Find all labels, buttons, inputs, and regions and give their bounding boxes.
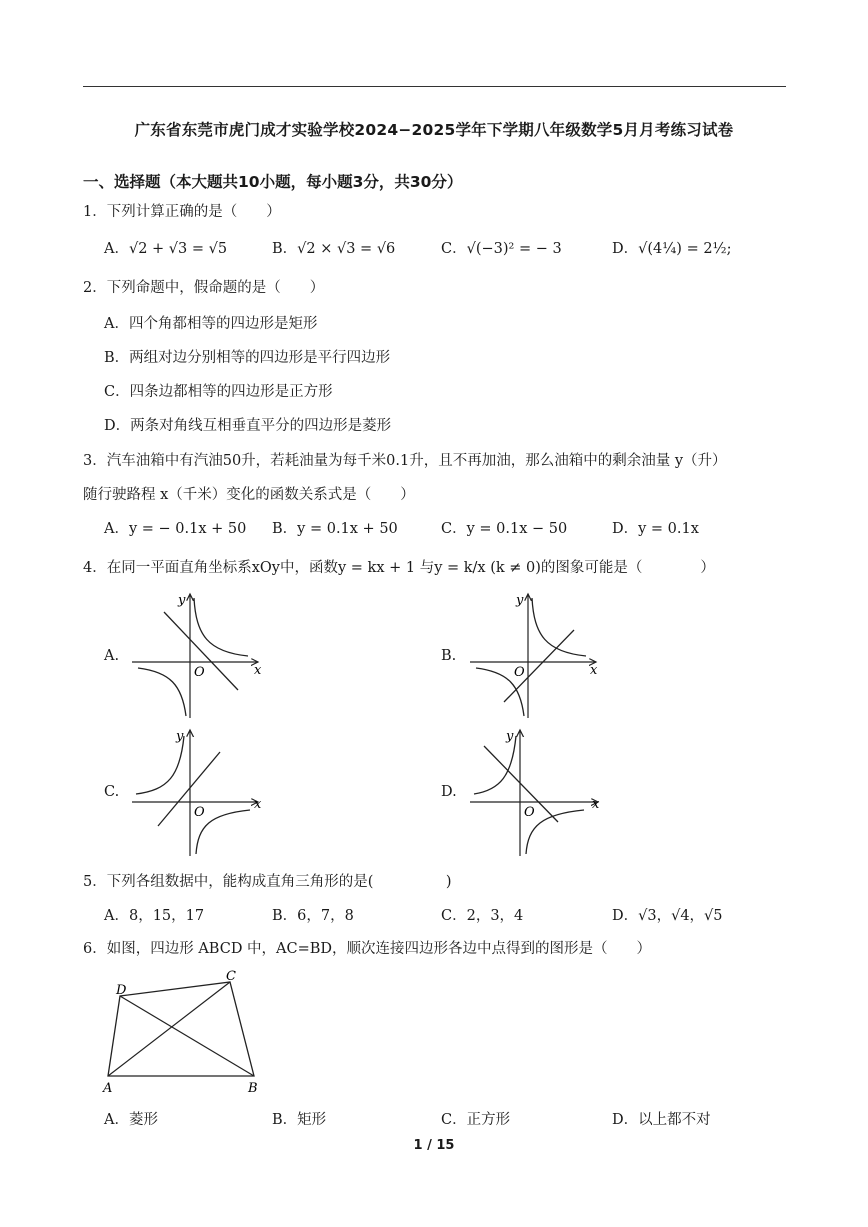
question-6-stem: 6．如图，四边形 ABCD 中，AC=BD，顺次连接四边形各边中点得到的图形是（ ） xyxy=(83,941,652,957)
linear-graph xyxy=(158,752,220,826)
q3-option-c: C．y = 0.1x − 50 xyxy=(441,521,568,537)
q2-option-c: C．四条边都相等的四边形是正方形 xyxy=(104,384,333,400)
x-axis-label: x xyxy=(254,663,262,678)
q2-option-a: A．四个角都相等的四边形是矩形 xyxy=(104,316,318,332)
q4-graph-d xyxy=(466,726,606,858)
question-2-stem: 2．下列命题中，假命题的是（ ） xyxy=(83,280,325,296)
q5-option-b: B．6，7，8 xyxy=(272,908,354,924)
q4-option-a-label: A. xyxy=(104,648,120,664)
q4-graph-c xyxy=(128,726,268,858)
y-axis-label: y xyxy=(506,729,514,744)
hyperbola-branch-1 xyxy=(194,598,248,656)
q4-graph-b xyxy=(466,590,606,720)
x-axis-label: x xyxy=(592,797,600,812)
vertex-a-label: A xyxy=(103,1081,113,1096)
origin-label: O xyxy=(194,665,205,680)
question-3-stem-line2: 随行驶路程 x（千米）变化的函数关系式是（ ） xyxy=(83,487,415,503)
origin-label: O xyxy=(514,665,525,680)
question-1-stem: 1．下列计算正确的是（ ） xyxy=(83,204,281,220)
q6-quadrilateral-figure xyxy=(96,964,276,1096)
q3-option-b: B．y = 0.1x + 50 xyxy=(272,521,398,537)
q2-option-d: D．两条对角线互相垂直平分的四边形是菱形 xyxy=(104,418,392,434)
x-axis-label: x xyxy=(590,663,598,678)
q3-option-a: A．y = − 0.1x + 50 xyxy=(104,521,247,537)
linear-graph xyxy=(484,746,558,822)
q5-option-d: D．√3，√4，√5 xyxy=(612,908,723,924)
section-heading: 一、选择题（本大题共10小题，每小题3分，共30分） xyxy=(83,173,463,191)
q6-option-a: A．菱形 xyxy=(104,1112,158,1128)
question-4-stem: 4．在同一平面直角坐标系xOy中，函数y = kx + 1 与y = k/x (k ≠ 0)的图象可能是（ ） xyxy=(83,560,715,576)
q1-option-b: B．√2 × √3 = √6 xyxy=(272,241,396,257)
hyperbola-branch-1 xyxy=(136,736,184,794)
q4-option-b-label: B. xyxy=(441,648,457,664)
header-rule xyxy=(83,86,786,87)
hyperbola-branch-2 xyxy=(138,668,186,716)
y-axis-label: y xyxy=(516,593,524,608)
page-title: 广东省东莞市虎门成才实验学校2024−2025学年下学期八年级数学5月月考练习试卷 xyxy=(134,121,734,139)
origin-label: O xyxy=(524,805,535,820)
q6-option-b: B．矩形 xyxy=(272,1112,327,1128)
hyperbola-branch-1 xyxy=(474,736,516,794)
q4-graph-a xyxy=(128,590,268,720)
origin-label: O xyxy=(194,805,205,820)
q6-option-c: C．正方形 xyxy=(441,1112,511,1128)
diagonal-bd xyxy=(120,996,254,1076)
q5-option-c: C．2，3，4 xyxy=(441,908,524,924)
q1-option-c: C．√(−3)² = − 3 xyxy=(441,241,562,257)
hyperbola-branch-2 xyxy=(526,810,584,854)
q4-option-c-label: C. xyxy=(104,784,120,800)
q1-option-a: A．√2 + √3 = √5 xyxy=(104,241,228,257)
q5-option-a: A．8，15，17 xyxy=(104,908,205,924)
y-axis-label: y xyxy=(178,593,186,608)
q3-option-d: D．y = 0.1x xyxy=(612,521,699,537)
quadrilateral-abcd xyxy=(108,982,254,1076)
q6-option-d: D．以上都不对 xyxy=(612,1112,711,1128)
q2-option-b: B．两组对边分别相等的四边形是平行四边形 xyxy=(104,350,391,366)
q4-option-d-label: D. xyxy=(441,784,457,800)
question-5-stem: 5．下列各组数据中，能构成直角三角形的是( ) xyxy=(83,874,452,890)
vertex-b-label: B xyxy=(248,1081,258,1096)
vertex-d-label: D xyxy=(116,983,127,998)
x-axis-label: x xyxy=(254,797,262,812)
question-3-stem-line1: 3．汽车油箱中有汽油50升，若耗油量为每千米0.1升，且不再加油，那么油箱中的剩余油量 y（升） xyxy=(83,453,727,469)
page-number: 1 / 15 xyxy=(413,1138,455,1153)
q1-option-d: D．√(4¼) = 2½; xyxy=(612,241,732,257)
hyperbola-branch-1 xyxy=(532,598,586,656)
vertex-c-label: C xyxy=(226,969,236,984)
y-axis-label: y xyxy=(176,729,184,744)
